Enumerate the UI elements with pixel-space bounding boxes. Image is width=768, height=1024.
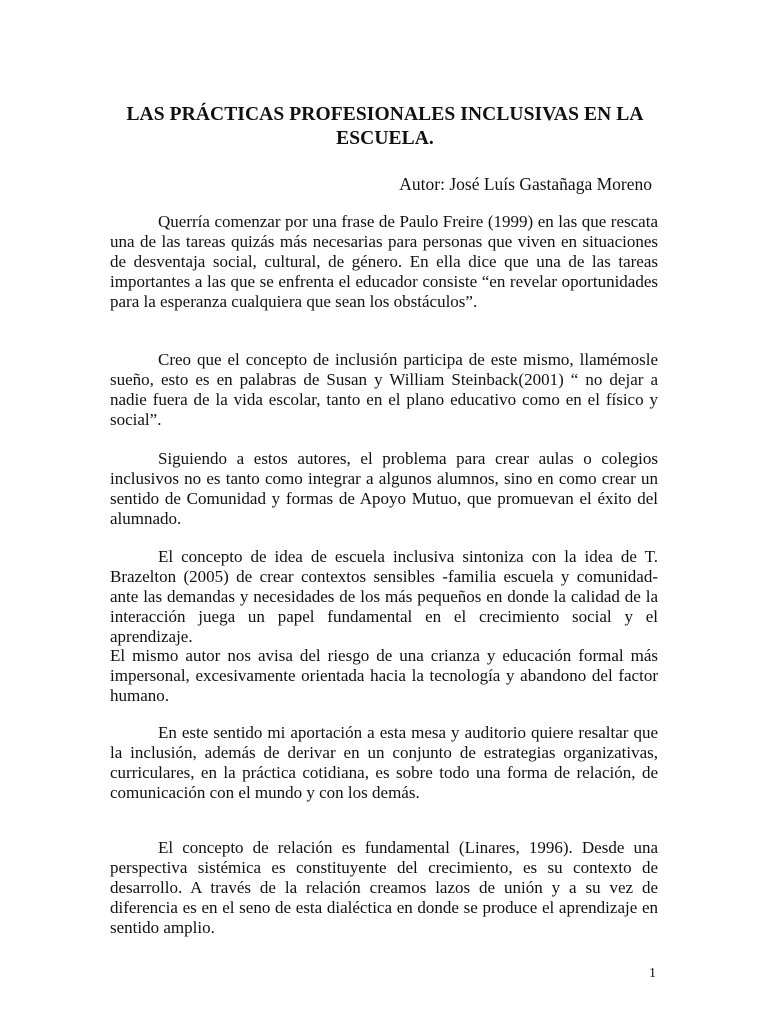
paragraph-relation-concept: El concepto de relación es fundamental (Linares, 1996). Desde una perspectiva sistémica es constituyente del crecimiento, es su contexto de desarrollo. A través de la relación creamos lazos de unión y a su vez de diferencia es en el seno de esta dialéctica en donde se produce el aprendizaje en sentido amplio. [110, 838, 658, 937]
page-number: 1 [649, 966, 656, 981]
document-title: LAS PRÁCTICAS PROFESIONALES INCLUSIVAS EN LA ESCUELA. [126, 104, 644, 149]
paragraph-brazelton: El concepto de idea de escuela inclusiva sintoniza con la idea de T. Brazelton (2005) de crear contextos sensibles -familia escuela y comunidad- ante las demandas y necesidades de los más pequeños en donde la calidad de la interacción juega un papel fundamental en el crecimiento social y el aprendizaje. [110, 547, 658, 646]
paragraph-contribution: En este sentido mi aportación a esta mesa y auditorio quiere resaltar que la inclusión, además de derivar en un conjunto de estrategias organizativas, curriculares, en la práctica cotidiana, es sobre todo una forma de relación, de comunicación con el mundo y con los demás. [110, 723, 658, 802]
document-author: Autor: José Luís Gastañaga Moreno [399, 174, 652, 194]
paragraph-freire-quote: Querría comenzar por una frase de Paulo Freire (1999) en las que rescata una de las tareas quizás más necesarias para personas que viven en situaciones de desventaja social, cultural, de género. En ella dice que una de las tareas importantes a las que se enfrenta el educador consiste “en revelar oportunidades para la esperanza cualquiera que sean los obstáculos”. [110, 212, 658, 311]
paragraph-inclusion-concept: Creo que el concepto de inclusión participa de este mismo, llamémosle sueño, esto es en palabras de Susan y William Steinback(2001) “ no dejar a nadie fuera de la vida escolar, tanto en el plano educativo como en el físico y social”. [110, 350, 658, 429]
paragraph-risk-warning: El mismo autor nos avisa del riesgo de una crianza y educación formal más impersonal, excesivamente orientada hacia la tecnología y abandono del factor humano. [110, 646, 658, 705]
paragraph-inclusive-classrooms: Siguiendo a estos autores, el problema para crear aulas o colegios inclusivos no es tanto como integrar a algunos alumnos, sino en como crear un sentido de Comunidad y formas de Apoyo Mutuo, que promuevan el éxito del alumnado. [110, 449, 658, 528]
